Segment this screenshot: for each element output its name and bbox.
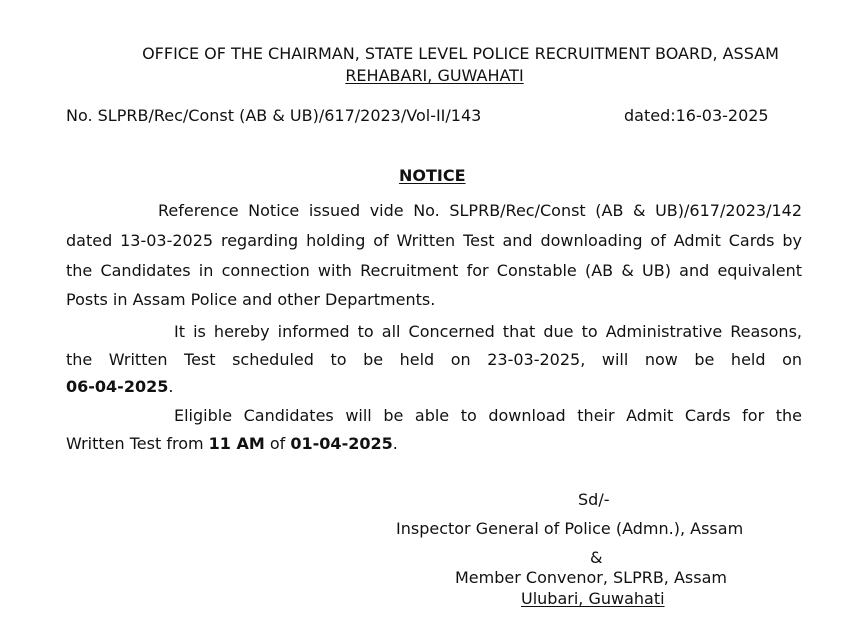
- new-exam-date: 06-04-2025: [66, 377, 169, 396]
- paragraph3-mid: of: [264, 434, 291, 453]
- admit-card-time: 11 AM: [208, 434, 265, 453]
- signature-place: Ulubari, Guwahati: [521, 589, 665, 608]
- paragraph1-line2: dated 13-03-2025 regarding holding of Written Test and downloading of Admit Cards by: [66, 231, 802, 250]
- office-header: [0, 44, 845, 63]
- paragraph1-line1: Reference Notice issued vide No. SLPRB/Rec/Const (AB & UB)/617/2023/142: [158, 201, 802, 220]
- reference-date: dated:16-03-2025: [624, 106, 769, 125]
- signature-ampersand: &: [590, 548, 603, 567]
- notice-title: [399, 166, 466, 185]
- office-title: OFFICE OF THE CHAIRMAN, STATE LEVEL POLICE RECRUITMENT BOARD, ASSAM: [142, 44, 779, 63]
- paragraph1-line4: Posts in Assam Police and other Departments.: [66, 290, 436, 309]
- paragraph2-line2: the Written Test scheduled to be held on 23-03-2025, will now be held on: [66, 350, 802, 369]
- paragraph3-line2: [66, 434, 398, 453]
- paragraph3-end: .: [392, 434, 398, 453]
- paragraph1-line3: the Candidates in connection with Recruitment for Constable (AB & UB) and equivalent: [66, 261, 802, 280]
- office-location-wrap: [0, 66, 845, 85]
- signature-sd: Sd/-: [578, 490, 610, 509]
- paragraph3-prefix: Written Test from: [66, 434, 209, 453]
- notice-title-text: NOTICE: [399, 166, 466, 185]
- paragraph2-line1: It is hereby informed to all Concerned that due to Administrative Reasons,: [174, 322, 802, 341]
- paragraph3-line1: Eligible Candidates will be able to download their Admit Cards for the: [174, 406, 802, 425]
- admit-card-date: 01-04-2025: [290, 434, 393, 453]
- paragraph2-end: .: [168, 377, 174, 396]
- office-location: REHABARI, GUWAHATI: [345, 66, 524, 85]
- signature-place-wrap: [521, 589, 665, 608]
- reference-number: No. SLPRB/Rec/Const (AB & UB)/617/2023/Vol-II/143: [66, 106, 482, 125]
- paragraph2-line3: [66, 377, 173, 396]
- signature-title1: Inspector General of Police (Admn.), Assam: [396, 519, 744, 538]
- signature-title2: Member Convenor, SLPRB, Assam: [455, 568, 727, 587]
